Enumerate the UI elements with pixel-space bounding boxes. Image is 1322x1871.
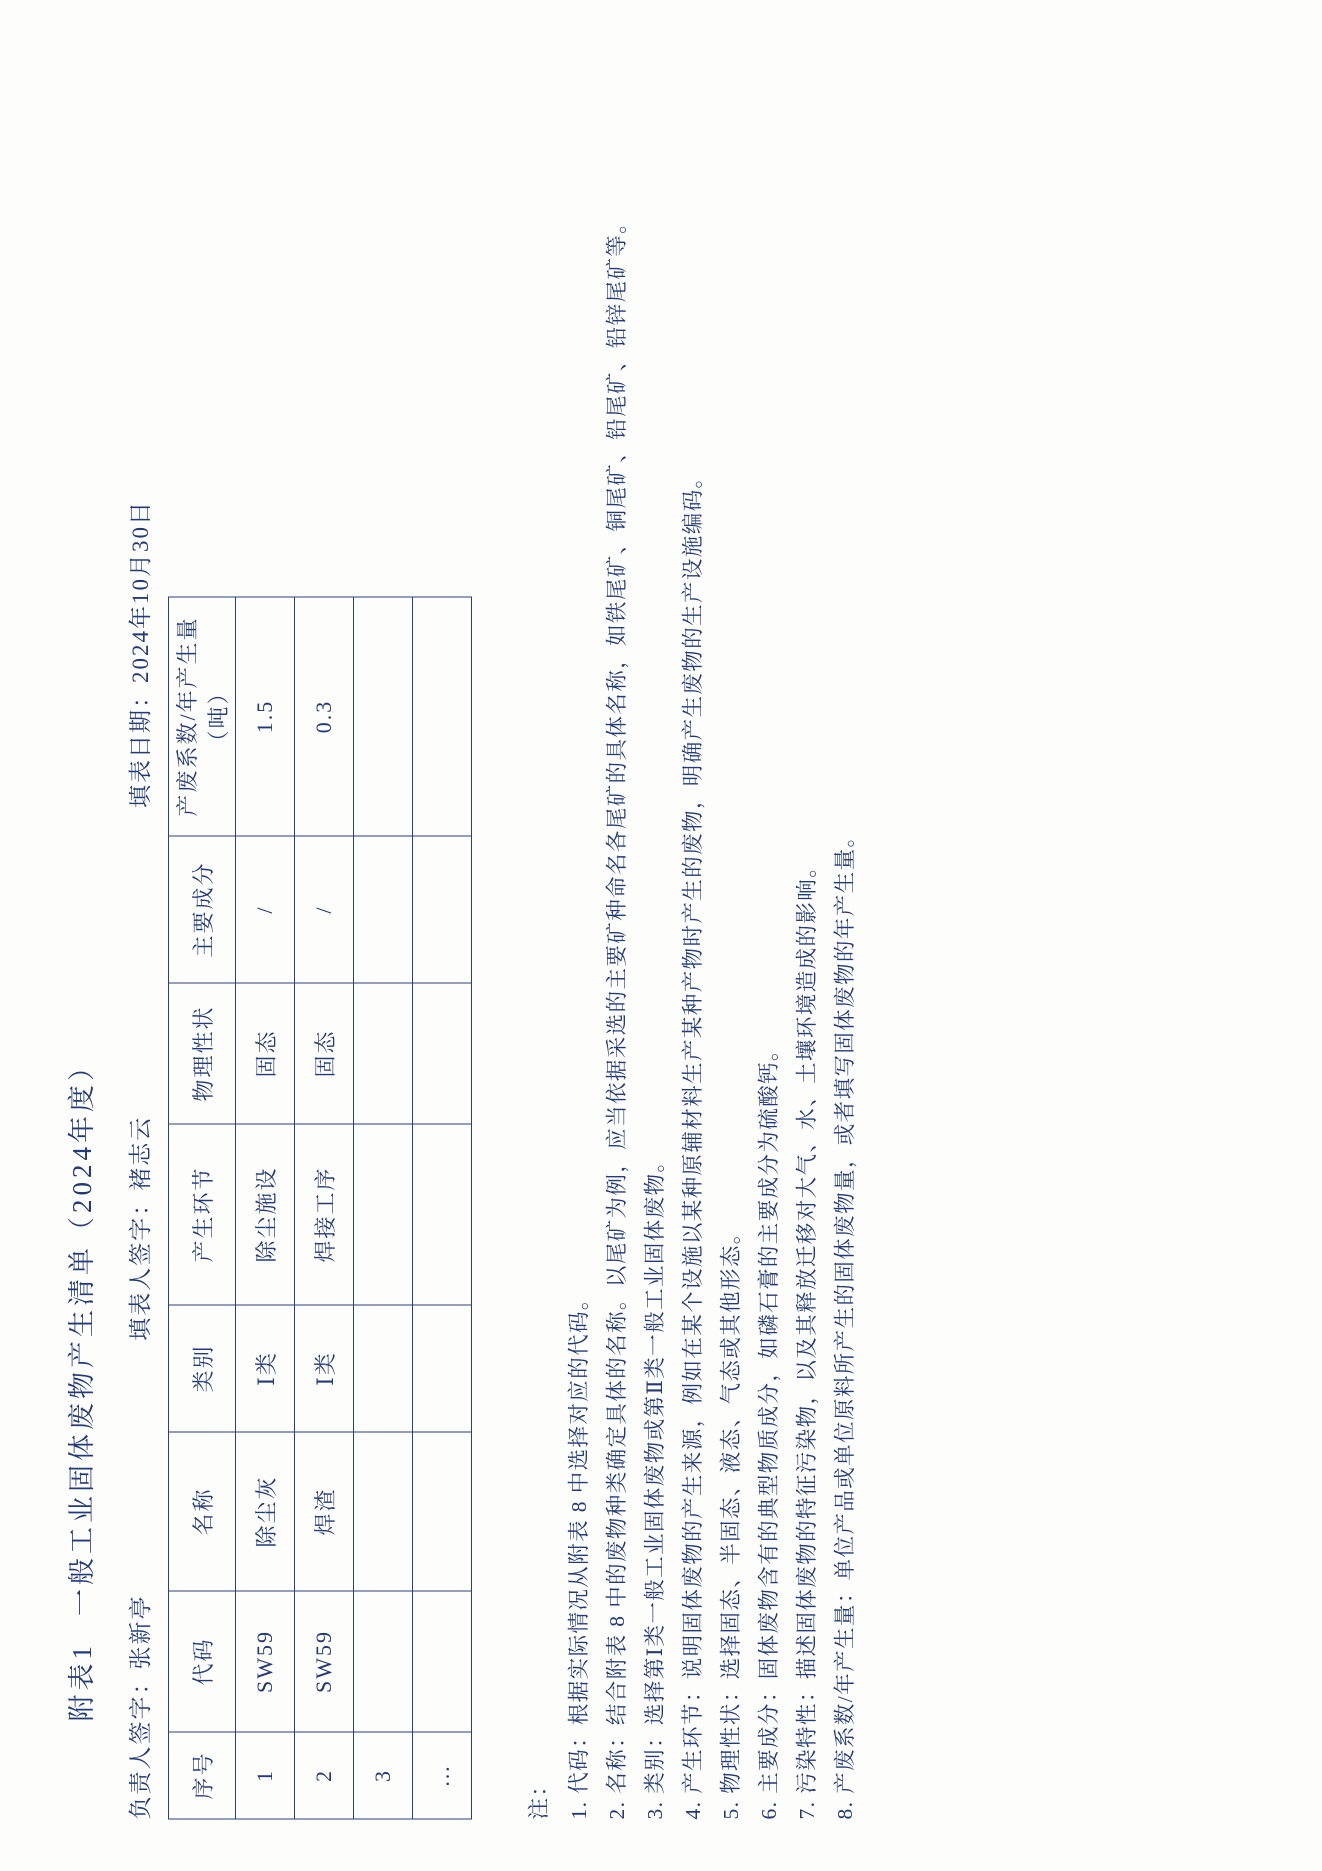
cell-name: 除尘灰 (236, 1432, 295, 1591)
cell-link: 除尘施设 (236, 1124, 295, 1305)
cell-code (413, 1591, 472, 1732)
cell-physical (354, 983, 413, 1124)
filler-label: 填表人签字： (128, 1190, 153, 1341)
table-header-row (169, 597, 236, 1819)
manager-signature (122, 1594, 155, 1819)
signature-row (122, 59, 155, 1819)
title-label: 附表1 (67, 1641, 97, 1721)
cell-code: SW59 (236, 1591, 295, 1732)
date-value: 2024年10月30日 (128, 499, 153, 683)
cell-link: 焊接工序 (295, 1124, 354, 1305)
cell-component: / (236, 836, 295, 983)
header-type: 类别 (169, 1305, 236, 1432)
title-text: 一般工业固体废物产生清单（2024年度） (67, 1049, 97, 1616)
note-item-1: 1. 代码：根据实际情况从附表 8 中选择对应的代码。 (567, 1286, 591, 1819)
cell-component (413, 836, 472, 983)
note-item-6: 6. 主要成分：固体废物含有的典型物质成分，如磷石膏的主要成分为硫酸钙。 (757, 1037, 781, 1819)
note-item-7: 7. 污染特性：描述固体废物的特征污染物，以及其释放迁移对大气、水、土壤环境造成的影响。 (795, 854, 819, 1819)
table-row (236, 597, 295, 1819)
page-title (60, 1050, 99, 1722)
manager-label: 负责人签字： (128, 1669, 153, 1819)
header-quantity: 产废系数/年产生量（吨） (169, 597, 236, 836)
cell-physical: 固态 (295, 983, 354, 1124)
cell-type (354, 1305, 413, 1432)
note-item-8: 8. 产废系数/年产生量：单位产品或单位原料所产生的固体废物量，或者填写固体废物的年产生量。 (833, 824, 857, 1819)
cell-quantity (413, 597, 472, 836)
header-physical: 物理性状 (169, 983, 236, 1124)
cell-seq: … (413, 1732, 472, 1819)
header-name: 名称 (169, 1432, 236, 1591)
note-item-3: 3. 类别：选择第Ⅰ类一般工业固体废物或第Ⅱ类一般工业固体废物。 (643, 1149, 667, 1819)
cell-physical: 固态 (236, 983, 295, 1124)
cell-name (413, 1432, 472, 1591)
filler-value: 褚志云 (128, 1115, 153, 1191)
header-code: 代码 (169, 1591, 236, 1732)
table-row (354, 597, 413, 1819)
cell-seq: 3 (354, 1732, 413, 1819)
date-label: 填表日期： (128, 682, 153, 808)
cell-type: Ⅰ类 (236, 1305, 295, 1432)
cell-physical (413, 983, 472, 1124)
note-item-5: 5. 物理性状：选择固态、半固态、液态、气态或其他形态。 (719, 1220, 743, 1819)
notes-section (520, 29, 864, 1819)
table-row (295, 597, 354, 1819)
cell-name (354, 1432, 413, 1591)
cell-quantity (354, 597, 413, 836)
cell-quantity: 0.3 (295, 597, 354, 836)
table-row (413, 597, 472, 1819)
fill-date (122, 500, 155, 808)
cell-name: 焊渣 (295, 1432, 354, 1591)
cell-quantity: 1.5 (236, 597, 295, 836)
cell-component: / (295, 836, 354, 983)
cell-seq: 2 (295, 1732, 354, 1819)
cell-seq: 1 (236, 1732, 295, 1819)
cell-link (413, 1124, 472, 1305)
cell-type: Ⅰ类 (295, 1305, 354, 1432)
cell-link (354, 1124, 413, 1305)
cell-code (354, 1591, 413, 1732)
solid-waste-table (168, 596, 472, 1819)
note-item-4: 4. 产生环节：说明固体废物的产生来源，例如在某个设施以某种原辅材料生产某种产物时产生的废物，明确产生废物的生产设施编码。 (681, 465, 705, 1819)
header-component: 主要成分 (169, 836, 236, 983)
header-link: 产生环节 (169, 1124, 236, 1305)
notes-heading: 注： (527, 1773, 551, 1819)
cell-type (413, 1305, 472, 1432)
header-seq: 序号 (169, 1732, 236, 1819)
note-item-2: 2. 名称：结合附表 8 中的废物种类确定具体的名称。以尾矿为例，应当依据采选的主要矿种命名各尾矿的具体名称，如铁尾矿、铜尾矿、铅尾矿、铅锌尾矿等。 (605, 210, 629, 1819)
cell-code: SW59 (295, 1591, 354, 1732)
manager-value: 张新亭 (128, 1594, 153, 1669)
filler-signature (122, 1115, 155, 1340)
cell-component (354, 836, 413, 983)
